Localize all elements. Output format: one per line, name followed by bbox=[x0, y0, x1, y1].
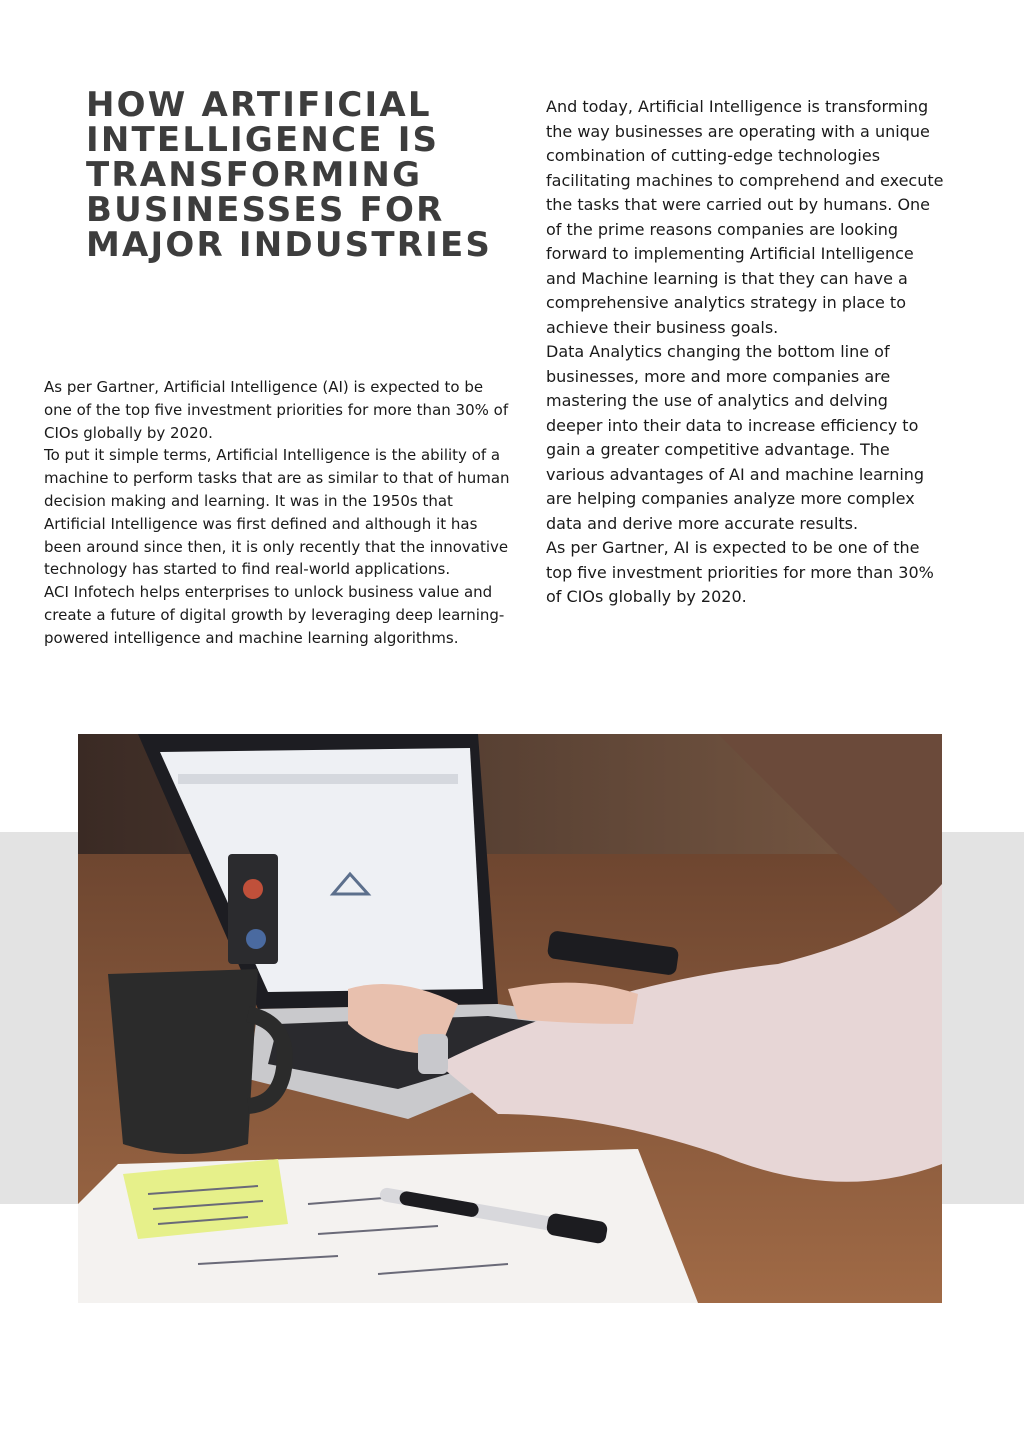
laptop-workspace-photo bbox=[78, 734, 942, 1303]
right-paragraph-2: Data Analytics changing the bottom line of businesses, more and more companies are mastering the use of analytics and delving deeper into their data to increase efficiency to gain a greater competitive advantage. The various advantages of AI and machine learning are helping companies analyze more complex data and derive more accurate results. bbox=[546, 342, 925, 533]
screen-red-dot bbox=[243, 879, 263, 899]
right-column bbox=[546, 95, 946, 610]
left-paragraph-3: ACI Infotech helps enterprises to unlock business value and create a future of digital growth by leveraging deep learning-powered intelligence and machine learning algorithms. bbox=[44, 583, 505, 647]
coffee-mug bbox=[108, 969, 258, 1154]
left-paragraph-1: As per Gartner, Artificial Intelligence (AI) is expected to be one of the top five investment priorities for more than 30% of CIOs globally by 2020. bbox=[44, 378, 509, 442]
article-title: HOW ARTIFICIAL INTELLIGENCE IS TRANSFORMING BUSINESSES FOR MAJOR INDUSTRIES bbox=[86, 85, 493, 265]
right-paragraph-3: As per Gartner, AI is expected to be one of the top five investment priorities for more than 30% of CIOs globally by 2020. bbox=[546, 538, 934, 606]
right-hand bbox=[508, 983, 638, 1024]
right-paragraph-1: And today, Artificial Intelligence is transforming the way businesses are operating with a unique combination of cutting-edge technologies facilitating machines to comprehend and execute the tasks that were carried out by humans. One of the prime reasons companies are looking forward to implementing Artificial Intelligence and Machine learning is that they can have a comprehensive analytics strategy in place to achieve their business goals. bbox=[546, 97, 944, 337]
screen-blue-dot bbox=[246, 929, 266, 949]
wristwatch bbox=[418, 1034, 448, 1074]
left-column bbox=[44, 376, 514, 650]
screen-header-bar bbox=[178, 774, 458, 784]
photo-illustration bbox=[78, 734, 942, 1303]
left-paragraph-2: To put it simple terms, Artificial Intelligence is the ability of a machine to perform tasks that are as similar to that of human decision making and learning. It was in the 1950s that Artificial Intelligence was first defined and although it has been around since then, it is only recently that the innovative technology has started to find real-world applications. bbox=[44, 446, 510, 579]
